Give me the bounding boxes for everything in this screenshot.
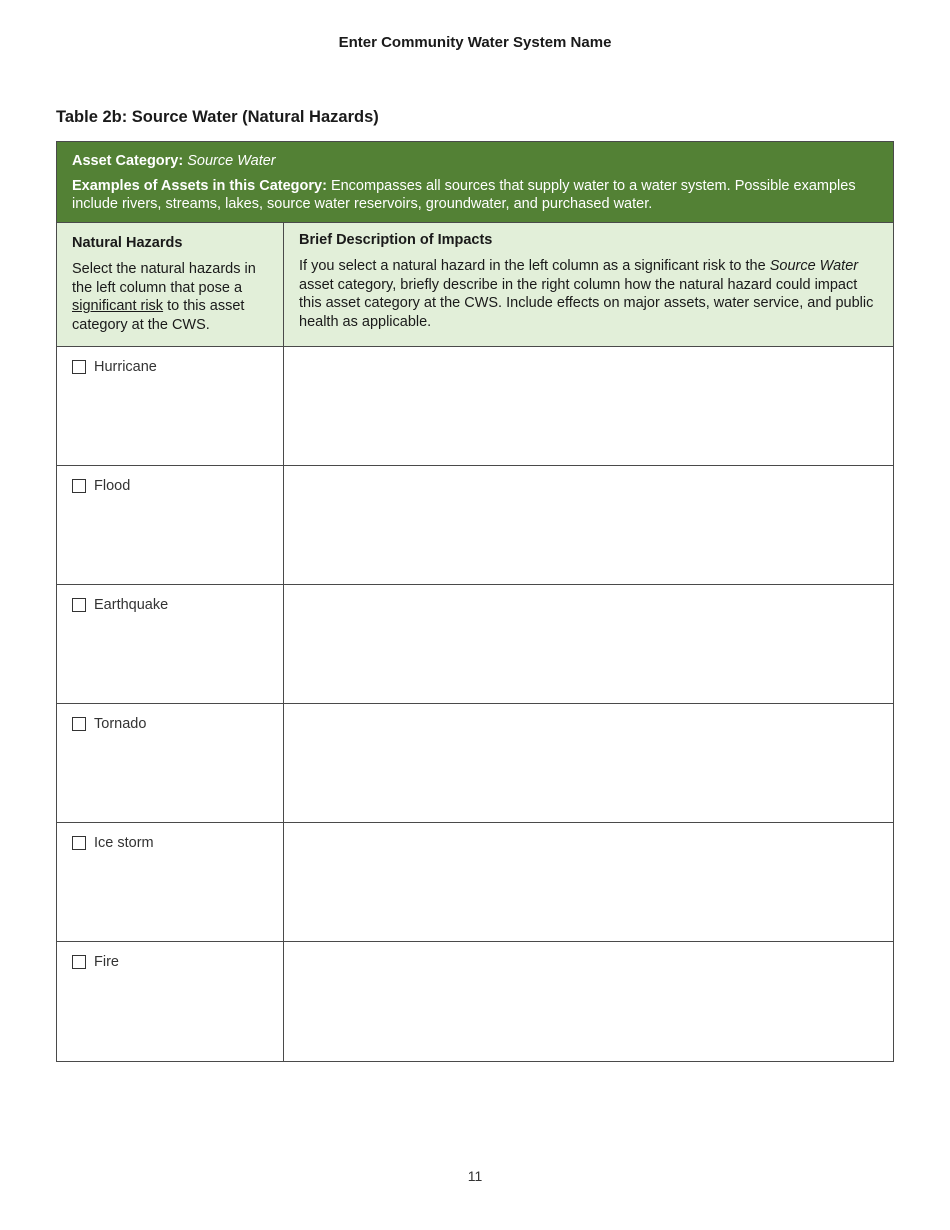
hazard-item xyxy=(72,478,268,494)
asset-category-band xyxy=(57,142,893,223)
hazard-item xyxy=(72,716,268,732)
hazard-cell xyxy=(57,704,284,822)
asset-examples-text: Encompasses all sources that supply water to a water system. Possible examples include rivers, streams, lakes, source water reservoirs, groundwater, and purchased water. xyxy=(72,178,856,212)
hazard-label: Flood xyxy=(94,478,131,494)
flood-description-field[interactable] xyxy=(284,466,893,584)
hazard-label: Fire xyxy=(94,954,119,970)
earthquake-checkbox[interactable] xyxy=(72,598,86,612)
earthquake-description-field[interactable] xyxy=(284,585,893,703)
flood-checkbox[interactable] xyxy=(72,479,86,493)
right-instr-before: If you select a natural hazard in the left column as a significant risk to the xyxy=(299,258,766,274)
description-text xyxy=(299,712,878,814)
tornado-description-field[interactable] xyxy=(284,704,893,822)
impacts-header xyxy=(284,223,893,346)
impacts-instructions xyxy=(299,257,878,331)
hazard-row-flood xyxy=(57,466,893,585)
hazard-table xyxy=(56,141,894,1062)
hazard-cell xyxy=(57,942,284,1061)
ice-storm-checkbox[interactable] xyxy=(72,836,86,850)
ice-storm-description-field[interactable] xyxy=(284,823,893,941)
asset-examples-label: Examples of Assets in this Category: xyxy=(72,178,327,194)
asset-category-label: Asset Category: xyxy=(72,153,184,169)
table-title: Table 2b: Source Water (Natural Hazards) xyxy=(56,108,379,126)
natural-hazards-title: Natural Hazards xyxy=(72,235,183,251)
document-header: Enter Community Water System Name xyxy=(338,34,612,51)
right-instr-italic: Source Water xyxy=(769,258,859,274)
tornado-checkbox[interactable] xyxy=(72,717,86,731)
hurricane-description-field[interactable] xyxy=(284,347,893,465)
hazard-label: Tornado xyxy=(94,716,147,732)
hazard-item xyxy=(72,597,268,613)
description-text xyxy=(299,593,878,695)
hazard-item xyxy=(72,835,268,851)
left-instr-underlined: significant risk xyxy=(72,298,164,314)
description-text xyxy=(299,355,878,457)
page-number: 11 xyxy=(467,1168,483,1184)
natural-hazards-instructions xyxy=(72,260,268,334)
fire-description-field[interactable] xyxy=(284,942,893,1061)
hazard-cell xyxy=(57,347,284,465)
hazard-label: Ice storm xyxy=(94,835,154,851)
hazard-cell xyxy=(57,466,284,584)
hazard-item xyxy=(72,359,268,375)
description-text xyxy=(299,474,878,576)
right-instr-after: asset category, briefly describe in the right column how the natural hazard could impact this asset category at the CWS. Include effects on major assets, water service, and public health as applicable. xyxy=(299,276,874,330)
asset-examples-line xyxy=(72,177,878,213)
natural-hazards-header xyxy=(57,223,284,346)
hazard-cell xyxy=(57,585,284,703)
hazard-row-tornado xyxy=(57,704,893,823)
asset-category-value: Source Water xyxy=(187,153,276,169)
hazard-item xyxy=(72,954,268,970)
asset-category-line xyxy=(72,152,878,170)
hazard-row-hurricane xyxy=(57,347,893,466)
hazard-row-ice-storm xyxy=(57,823,893,942)
impacts-title: Brief Description of Impacts xyxy=(299,232,493,248)
hazard-label: Earthquake xyxy=(94,597,169,613)
left-instr-after: to this asset category at the CWS. xyxy=(72,298,245,333)
description-text xyxy=(299,950,878,1053)
hurricane-checkbox[interactable] xyxy=(72,360,86,374)
description-text xyxy=(299,831,878,933)
hazard-row-earthquake xyxy=(57,585,893,704)
column-header-row xyxy=(57,223,893,347)
hazard-cell xyxy=(57,823,284,941)
hazard-row-fire xyxy=(57,942,893,1061)
fire-checkbox[interactable] xyxy=(72,955,86,969)
left-instr-before: Select the natural hazards in the left column that pose a xyxy=(72,261,256,296)
hazard-label: Hurricane xyxy=(94,359,157,375)
